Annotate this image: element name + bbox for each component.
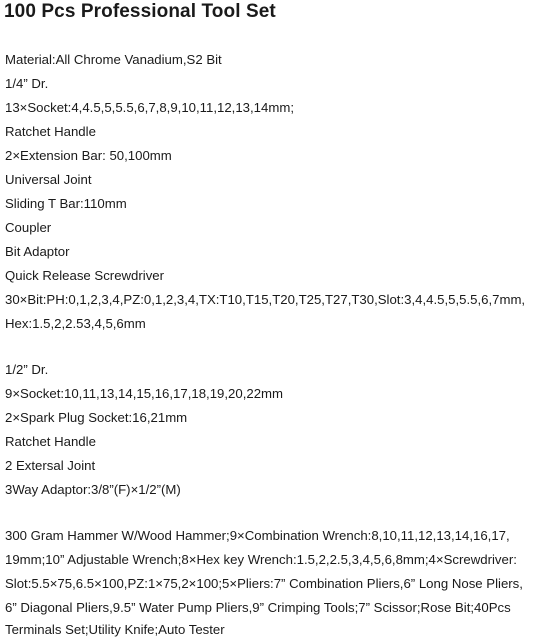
page-title: 100 Pcs Professional Tool Set — [4, 1, 276, 22]
spec-paragraph-line-4: 6” Diagonal Pliers,9.5” Water Pump Pliers,9” Crimping Tools;7” Scissor;Rose Bit;40Pcs — [5, 600, 511, 615]
spec-line-hex-bits: Hex:1.5,2,2.53,4,5,6mm — [5, 316, 146, 331]
spec-line-universal-joint: Universal Joint — [5, 172, 92, 187]
spec-line-half-ratchet: Ratchet Handle — [5, 434, 96, 449]
spec-line-ratchet-handle: Ratchet Handle — [5, 124, 96, 139]
spec-line-adaptor: 3Way Adaptor:3/8”(F)×1/2”(M) — [5, 482, 181, 497]
spec-line-sockets: 13×Socket:4,4.5,5,5.5,6,7,8,9,10,11,12,13,14mm; — [5, 100, 294, 115]
spec-line-quarter-drive: 1/4” Dr. — [5, 76, 49, 91]
spec-line-material: Material:All Chrome Vanadium,S2 Bit — [5, 52, 222, 67]
spec-line-coupler: Coupler — [5, 220, 52, 235]
spec-paragraph-line-3: Slot:5.5×75,6.5×100,PZ:1×75,2×100;5×Pliers:7” Combination Pliers,6” Long Nose Pliers, — [5, 576, 523, 591]
spec-line-extersal-joint: 2 Extersal Joint — [5, 458, 96, 473]
spec-line-spark-plug-socket: 2×Spark Plug Socket:16,21mm — [5, 410, 188, 425]
spec-line-quick-release: Quick Release Screwdriver — [5, 268, 165, 283]
spec-paragraph-line-2: 19mm;10” Adjustable Wrench;8×Hex key Wrench:1.5,2,2.5,3,4,5,6,8mm;4×Screwdriver: — [5, 552, 517, 567]
spec-paragraph-line-5: Terminals Set;Utility Knife;Auto Tester — [5, 622, 225, 637]
spec-line-half-sockets: 9×Socket:10,11,13,14,15,16,17,18,19,20,22mm — [5, 386, 283, 401]
spec-line-sliding-t-bar: Sliding T Bar:110mm — [5, 196, 127, 211]
spec-line-bits: 30×Bit:PH:0,1,2,3,4,PZ:0,1,2,3,4,TX:T10,T15,T20,T25,T27,T30,Slot:3,4,4.5,5,5.5,6,7mm, — [5, 292, 526, 307]
spec-line-half-drive: 1/2” Dr. — [5, 362, 49, 377]
spec-line-extension-bar: 2×Extension Bar: 50,100mm — [5, 148, 172, 163]
spec-paragraph-line-1: 300 Gram Hammer W/Wood Hammer;9×Combination Wrench:8,10,11,12,13,14,16,17, — [5, 528, 510, 543]
spec-line-bit-adaptor: Bit Adaptor — [5, 244, 70, 259]
